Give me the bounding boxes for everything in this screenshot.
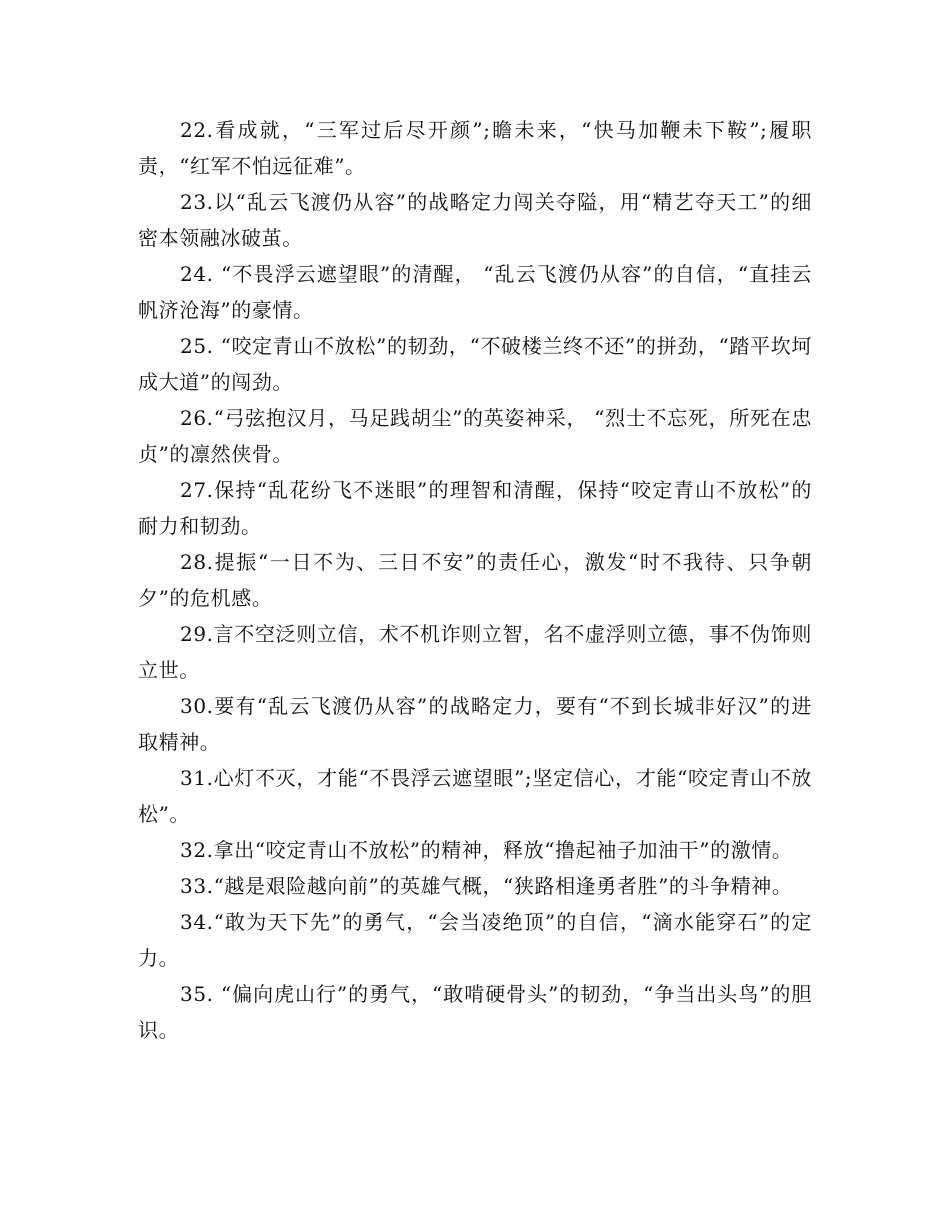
paragraph-22: 22.看成就，“三军过后尽开颜”;瞻未来，“快马加鞭未下鞍”;履职责，“红军不怕远征难”。 [138, 118, 812, 178]
paragraph-30: 30.要有“乱云飞渡仍从容”的战略定力，要有“不到长城非好汉”的进取精神。 [138, 694, 812, 754]
paragraph-26: 26.“弓弦抱汉月，马足践胡尘”的英姿神采， “烈士不忘死，所死在忠贞”的凛然侠骨。 [138, 406, 812, 466]
paragraph-31: 31.心灯不灭，才能“不畏浮云遮望眼”;坚定信心，才能“咬定青山不放松”。 [138, 766, 812, 826]
paragraph-25: 25. “咬定青山不放松”的韧劲，“不破楼兰终不还”的拼劲，“踏平坎坷成大道”的闯劲。 [138, 334, 812, 394]
paragraph-32: 32.拿出“咬定青山不放松”的精神，释放“撸起袖子加油干”的激情。 [180, 838, 793, 862]
paragraph-29: 29.言不空泛则立信，术不机诈则立智，名不虚浮则立德，事不伪饰则立世。 [138, 622, 812, 682]
paragraph-34: 34.“敢为天下先”的勇气，“会当凌绝顶”的自信，“滴水能穿石”的定力。 [138, 910, 812, 970]
paragraph-28: 28.提振“一日不为、三日不安”的责任心，激发“时不我待、只争朝夕”的危机感。 [138, 550, 812, 610]
paragraph-27: 27.保持“乱花纷飞不迷眼”的理智和清醒，保持“咬定青山不放松”的耐力和韧劲。 [138, 478, 812, 538]
paragraph-24: 24. “不畏浮云遮望眼”的清醒， “乱云飞渡仍从容”的自信，“直挂云帆济沧海”的豪情。 [138, 262, 812, 322]
paragraph-23: 23.以“乱云飞渡仍从容”的战略定力闯关夺隘，用“精艺夺天工”的细密本领融冰破茧。 [138, 190, 812, 250]
paragraph-33: 33.“越是艰险越向前”的英雄气概，“狭路相逢勇者胜”的斗争精神。 [180, 874, 793, 898]
paragraph-35: 35. “偏向虎山行”的勇气，“敢啃硬骨头”的韧劲，“争当出头鸟”的胆识。 [138, 982, 812, 1042]
